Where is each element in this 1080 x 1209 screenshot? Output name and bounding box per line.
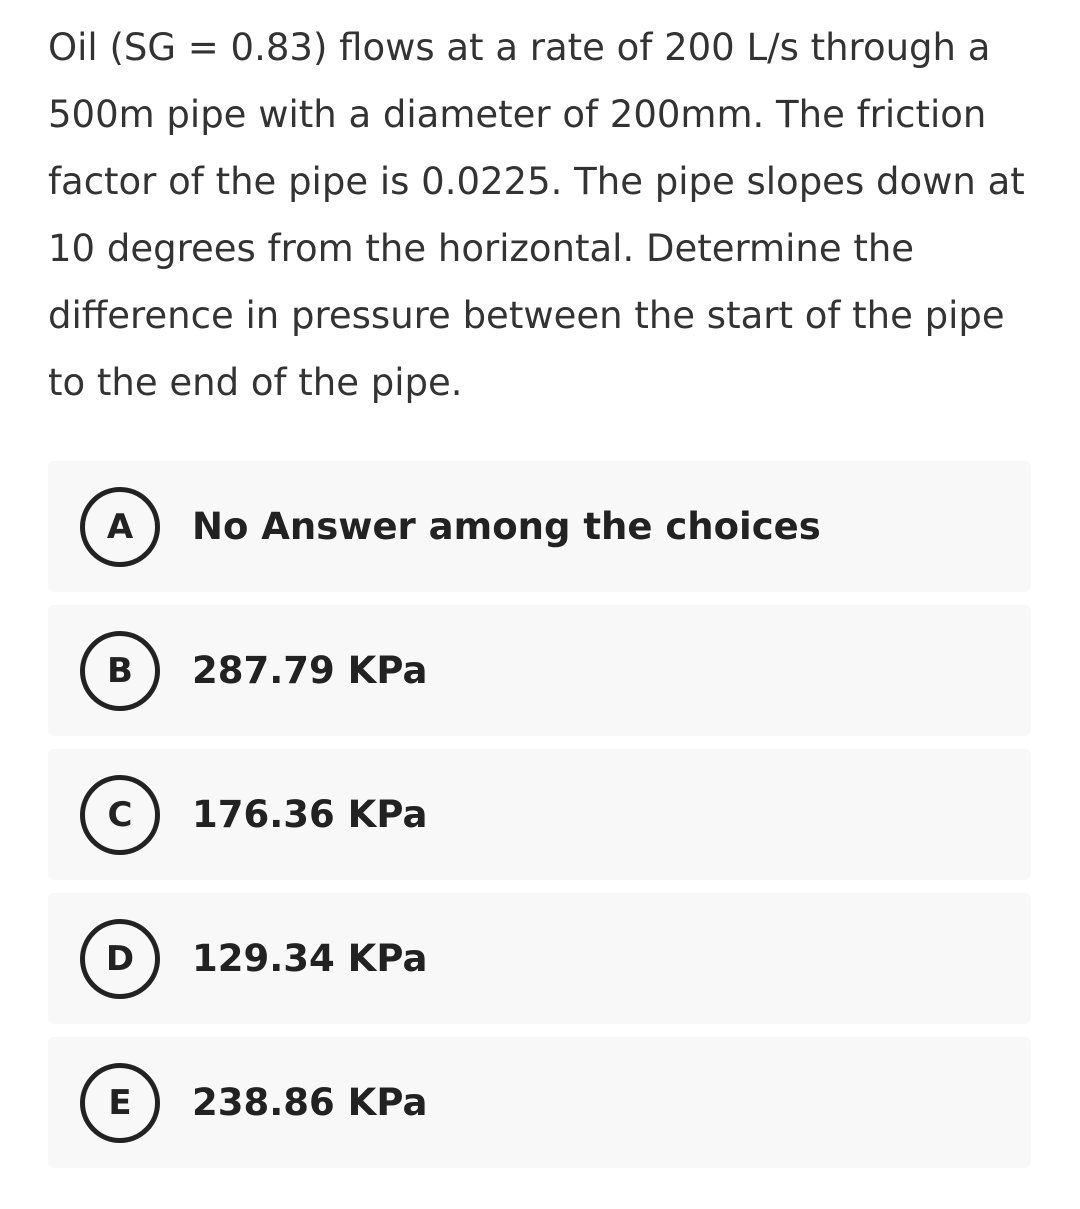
option-e[interactable] — [48, 1037, 1031, 1168]
option-a[interactable] — [48, 461, 1031, 592]
option-letter-badge: E — [80, 1063, 160, 1143]
option-label: 238.86 KPa — [192, 1081, 428, 1124]
option-b[interactable] — [48, 605, 1031, 736]
option-label: 176.36 KPa — [192, 793, 428, 836]
option-label: No Answer among the choices — [192, 505, 821, 548]
option-label: 287.79 KPa — [192, 649, 428, 692]
option-letter-badge: B — [80, 631, 160, 711]
option-label: 129.34 KPa — [192, 937, 428, 980]
question-text: Oil (SG = 0.83) flows at a rate of 200 L/s through a 500m pipe with a diameter of 200mm. The friction factor of the pipe is 0.0225. The pipe slopes down at 10 degrees from the horizontal. Determine the difference in pressure between the start of the pipe to the end of the pipe. — [48, 26, 1025, 404]
option-letter-badge: D — [80, 919, 160, 999]
option-letter-badge: A — [80, 487, 160, 567]
option-d[interactable] — [48, 893, 1031, 1024]
answer-options — [48, 461, 1031, 1181]
option-c[interactable] — [48, 749, 1031, 880]
option-letter-badge: C — [80, 775, 160, 855]
